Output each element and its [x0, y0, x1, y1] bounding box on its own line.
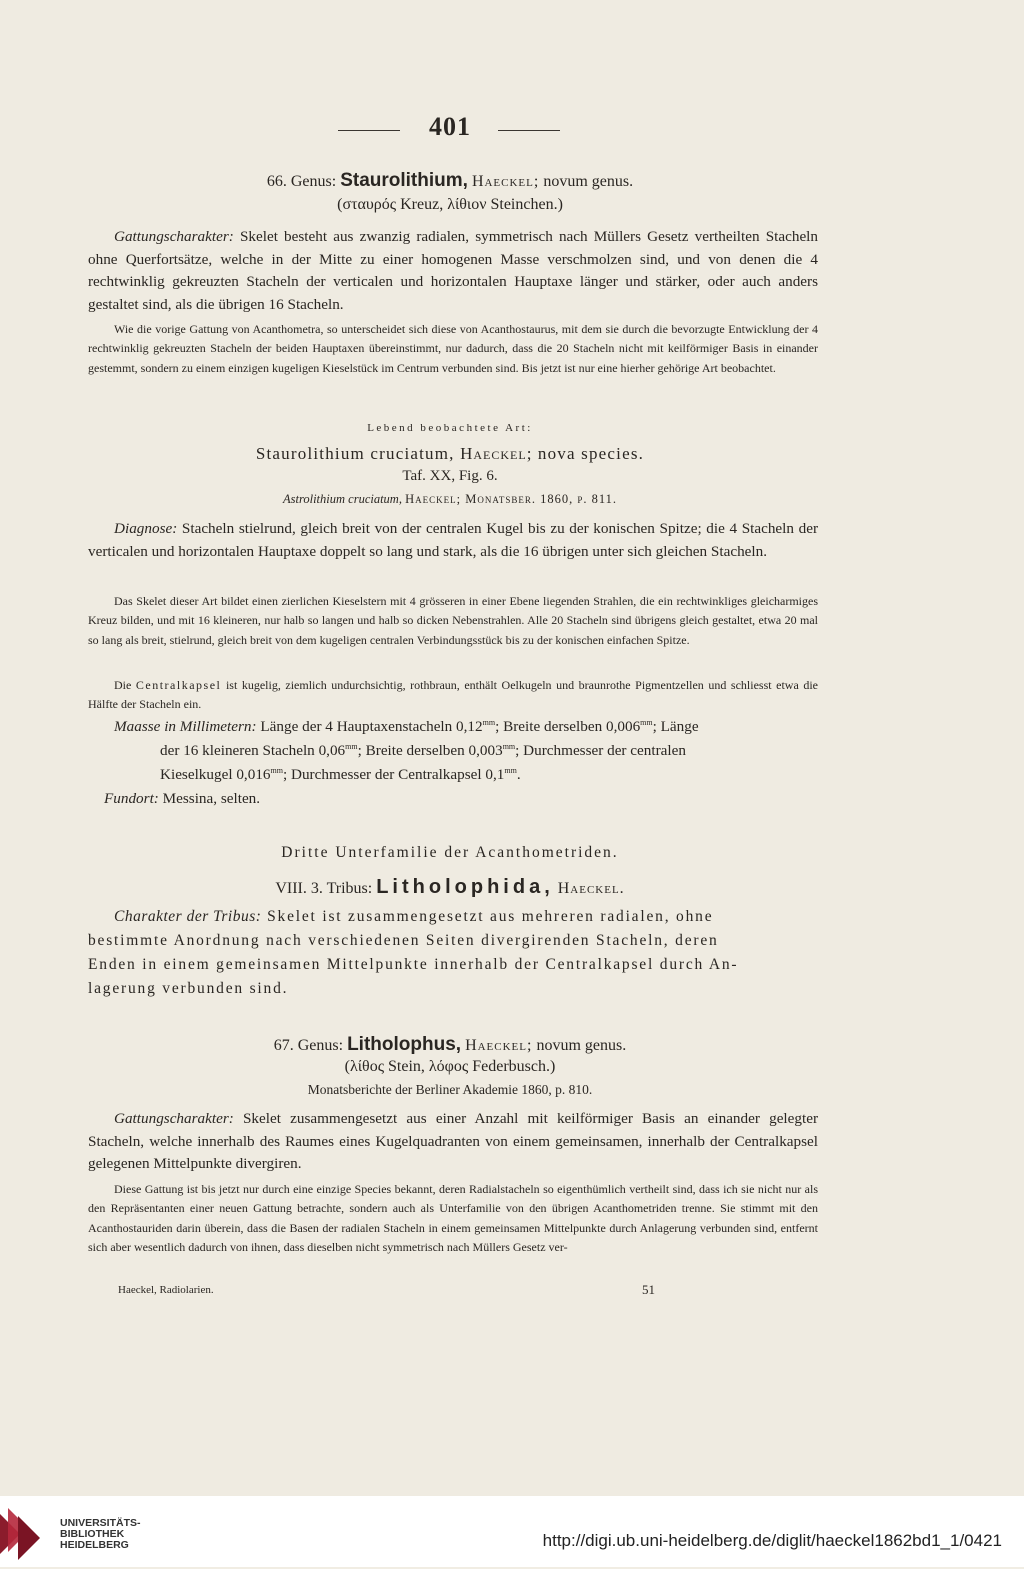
- genus66-name: Staurolithium,: [340, 170, 468, 191]
- diagnose-paragraph: Diagnose: Stacheln stielrund, gleich breit von der centralen Kugel bis zu der konischen Spitze; die 4 Stacheln der verticalen und horizontalen Hauptaxe doppelt so lang und stark, als die 16 übrigen unter sich gleichen Stacheln.: [88, 520, 819, 560]
- genus66-etymology: (σταυρός Kreuz, λίθιον Steinchen.): [337, 196, 563, 213]
- unterfamilie-heading: Dritte Unterfamilie der Acanthometriden.: [281, 844, 619, 861]
- species-heading: Lebend beobachtete Art:: [367, 422, 533, 434]
- genus67-etymology: (λίθος Stein, λόφος Federbusch.): [344, 1058, 556, 1075]
- charakter-line1: Charakter der Tribus: Skelet ist zusammengesetzt aus mehreren radialen, ohne: [114, 908, 714, 925]
- skelet-note: Das Skelet dieser Art bildet einen zierlichen Kieselstern mit 4 grösseren in einer Ebene liegenden Strahlen, die ein rechtwinkliges gleicharmiges Kreuz bilden, und mit 16 kleineren, nur halb so langen und halb so dicken Nebenstrahlen. Alle 20 Stacheln sind übrigens gleich gestaltet, etwa 20 mal so lang als breit, stielrund, gleich breit von dem kugeligen centralen Verbindungsstück bis zu der konischen einfachen Spitze.: [88, 594, 818, 647]
- charakter-line3: Enden in einem gemeinsamen Mittelpunkte innerhalb der Centralkapsel durch An-: [88, 956, 739, 973]
- library-logo-icon: [0, 1506, 54, 1564]
- species-title: Staurolithium cruciatum, Haeckel; nova species.: [255, 444, 645, 463]
- rule-right: [498, 130, 560, 131]
- species-synonym: Astrolithium cruciatum, Haeckel; Monatsber. 1860, p. 811.: [282, 492, 618, 506]
- source-url-link[interactable]: http://digi.ub.uni-heidelberg.de/diglit/haeckel1862bd1_1/0421: [542, 1531, 1002, 1550]
- page-number: 401: [429, 112, 471, 141]
- genus67-name: Litholophus,: [347, 1034, 462, 1055]
- masse-line2: der 16 kleineren Stacheln $0,06^{mm}$; Breite derselben $0,003^{mm}$; Durchmesser der centralen: [160, 742, 686, 760]
- footer-signature-number: 51: [642, 1282, 655, 1297]
- genus66-heading: 66. Genus: Staurolithium, Haeckel; novum genus.: [266, 170, 634, 191]
- masse-line3: Kieselkugel $0,016^{mm}$; Durchmesser der Centralkapsel $0,1^{mm}$.: [160, 766, 521, 784]
- footer-signature-left: Haeckel, Radiolarien.: [118, 1284, 214, 1296]
- charakter-line4: lagerung verbunden sind.: [88, 980, 289, 997]
- masse-line1: Maasse in Millimetern: Länge der 4 Hauptaxenstacheln $0,12^{mm}$; Breite derselben $0,006^{mm}$; Länge: [114, 718, 699, 736]
- kapsel-note: Die Centralkapsel ist kugelig, ziemlich undurchsichtig, rothbraun, enthält Oelkugeln und braunrothe Pigmentzellen und schliesst etwa die Hälfte der Stacheln ein.: [88, 678, 819, 712]
- genus67-heading: 67. Genus: Litholophus, Haeckel; novum genus.: [273, 1034, 627, 1055]
- species-plate: Taf. XX, Fig. 6.: [402, 468, 498, 484]
- tribus-heading: VIII. 3. Tribus: Litholophida, Haeckel.: [275, 876, 625, 898]
- note67-paragraph: Diese Gattung ist bis jetzt nur durch eine einzige Species bekannt, deren Radialstacheln so eigenthümlich vertheilt sind, dass ich sie nicht nur als den Repräsentanten einer neuen Gattung betrachte, sondern auch als Unterfamilie von den übrigen Acanthometriden trenne. Sie stimmt mit den Acanthostauriden darin überein, dass die Basen der radialen Stacheln in einem gemeinsamen Mittelpunkte durch Anlagerung verbunden sind, entfernt sich aber wesentlich dadurch von ihnen, dass dieselben nicht symmetrisch nach Müllers Gesetz ver-: [88, 1182, 818, 1254]
- fundort-line: Fundort: Messina, selten.: [104, 790, 261, 807]
- charakter-line2: bestimmte Anordnung nach verschiedenen Seiten divergirenden Stacheln, deren: [88, 932, 719, 949]
- gattung66-paragraph: Gattungscharakter: Skelet besteht aus zwanzig radialen, symmetrisch nach Müllers Gesetz vertheilten Stacheln ohne Querfortsätze, welche in der Mitte zu einer homogenen Masse verschmolzen sind, und von denen die 4 rechtwinklig gekreuzten Stacheln der verticalen und horizontalen Hauptaxe länger und stärker, oder auch anders gestaltet sind, als die übrigen 16 Stacheln.: [88, 228, 819, 313]
- gattung67-paragraph: Gattungscharakter: Skelet zusammengesetzt aus einer Anzahl mit keilförmiger Basis an einander gelegter Stacheln, welche innerhalb des Raumes eines Kugelquadranten von einem gemeinsamen, innerhalb der Centralkapsel gelegenen Mittelpunkte divergiren.: [88, 1110, 819, 1172]
- note66-paragraph: Wie die vorige Gattung von Acanthometra, so unterscheidet sich diese von Acanthostaurus, mit dem sie durch die bevorzugte Entwicklung der 4 rechtwinklig gekreuzten Stacheln der beiden Hauptaxen übereinstimmt, nur dadurch, dass die 20 Stacheln nicht mit keilförmiger Basis in einander gestemmt, sondern zu einem einzigen kugeligen Kieselstück im Centrum verbunden sind. Bis jetzt ist nur eine hierher gehörige Art beobachtet.: [88, 322, 818, 375]
- library-name: UNIVERSITÄTS- BIBLIOTHEK HEIDELBERG: [60, 1517, 141, 1551]
- genus67-ref: Monatsberichte der Berliner Akademie 1860, p. 810.: [307, 1082, 593, 1097]
